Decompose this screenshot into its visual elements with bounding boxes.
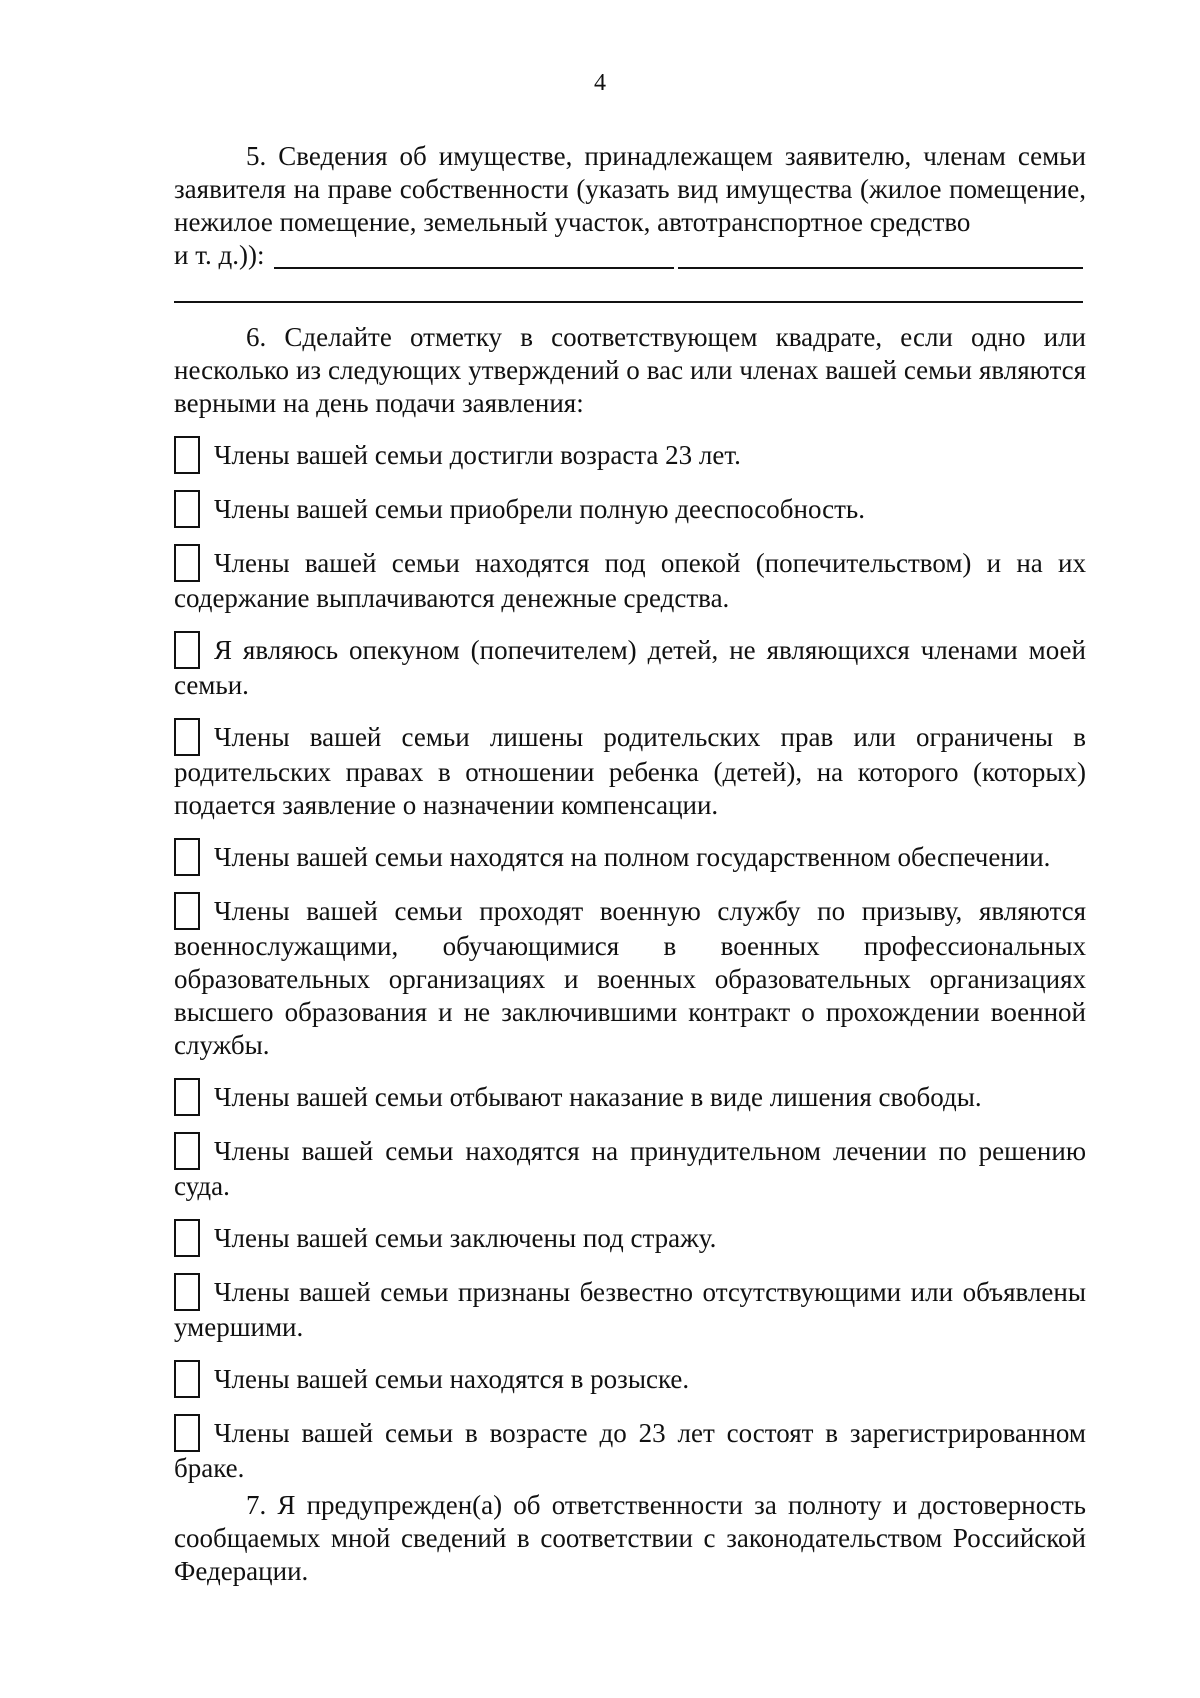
checkbox-label: Члены вашей семьи проходят военную службу по призыву, являются военнослужащими, обучающимися в военных профессиональных образовательных организациях и военных образовательных организациях высшего образования и не заключившими контракт о прохождении военной службы. bbox=[174, 896, 1086, 1060]
checkbox-label: Члены вашей семьи находятся в розыске. bbox=[214, 1364, 690, 1394]
checkbox-label: Члены вашей семьи приобрели полную дееспособность. bbox=[214, 494, 865, 524]
checkbox-item bbox=[174, 836, 1086, 876]
checkbox-square[interactable] bbox=[174, 1360, 200, 1398]
checkbox-item bbox=[174, 716, 1086, 822]
checkbox-square[interactable] bbox=[174, 436, 200, 474]
checkbox-square[interactable] bbox=[174, 1273, 200, 1311]
document-body bbox=[174, 140, 1086, 1588]
checkbox-label: Члены вашей семьи признаны безвестно отсутствующими или объявлены умершими. bbox=[174, 1277, 1086, 1342]
checkbox-square[interactable] bbox=[174, 631, 200, 669]
checkbox-item bbox=[174, 1412, 1086, 1485]
checkbox-label: Члены вашей семьи находятся под опекой (попечительством) и на их содержание выплачиваются денежные средства. bbox=[174, 548, 1086, 613]
checkbox-item bbox=[174, 1130, 1086, 1203]
checkbox-item bbox=[174, 1271, 1086, 1344]
checkbox-label: Члены вашей семьи в возрасте до 23 лет состоят в зарегистрированном браке. bbox=[174, 1418, 1086, 1483]
checkbox-square[interactable] bbox=[174, 1219, 200, 1257]
checkbox-label: Я являюсь опекуном (попечителем) детей, не являющихся членами моей семьи. bbox=[174, 635, 1086, 700]
checkbox-item bbox=[174, 1217, 1086, 1257]
page-number: 4 bbox=[594, 70, 606, 96]
checkbox-label: Члены вашей семьи находятся на принудительном лечении по решению суда. bbox=[174, 1136, 1086, 1201]
checkbox-label: Члены вашей семьи лишены родительских прав или ограничены в родительских правах в отношении ребенка (детей), на которого (которых) подается заявление о назначении компенсации. bbox=[174, 722, 1086, 820]
section-7-text: 7. Я предупрежден(а) об ответственности за полноту и достоверность сообщаемых мной сведений в соответствии с законодательством Российской Федерации. bbox=[174, 1490, 1086, 1586]
property-fill-in[interactable] bbox=[174, 239, 1086, 305]
checkbox-square[interactable] bbox=[174, 718, 200, 756]
checkbox-square[interactable] bbox=[174, 892, 200, 930]
checkbox-item bbox=[174, 488, 1086, 528]
checkbox-item bbox=[174, 1076, 1086, 1116]
section-5-fill-lead: и т. д.)): bbox=[174, 240, 265, 270]
checkbox-item bbox=[174, 629, 1086, 702]
checkbox-square[interactable] bbox=[174, 1078, 200, 1116]
property-blank-line-1[interactable] bbox=[274, 267, 674, 269]
checkbox-list bbox=[174, 434, 1086, 1485]
property-blank-line-3[interactable] bbox=[174, 301, 1083, 303]
checkbox-item bbox=[174, 434, 1086, 474]
checkbox-item bbox=[174, 890, 1086, 1062]
checkbox-label: Члены вашей семьи отбывают наказание в виде лишения свободы. bbox=[214, 1082, 982, 1112]
property-blank-line-2[interactable] bbox=[678, 267, 1083, 269]
checkbox-label: Члены вашей семьи заключены под стражу. bbox=[214, 1223, 717, 1253]
checkbox-square[interactable] bbox=[174, 1414, 200, 1452]
checkbox-square[interactable] bbox=[174, 838, 200, 876]
checkbox-square[interactable] bbox=[174, 1132, 200, 1170]
checkbox-label: Члены вашей семьи находятся на полном государственном обеспечении. bbox=[214, 842, 1051, 872]
checkbox-square[interactable] bbox=[174, 490, 200, 528]
section-6-intro: 6. Сделайте отметку в соответствующем квадрате, если одно или несколько из следующих утверждений о вас или членах вашей семьи являются верными на день подачи заявления: bbox=[174, 322, 1086, 418]
checkbox-item bbox=[174, 1358, 1086, 1398]
checkbox-item bbox=[174, 542, 1086, 615]
checkbox-square[interactable] bbox=[174, 544, 200, 582]
checkbox-label: Члены вашей семьи достигли возраста 23 лет. bbox=[214, 440, 741, 470]
section-5-text: 5. Сведения об имуществе, принадлежащем заявителю, членам семьи заявителя на праве собственности (указать вид имущества (жилое помещение, нежилое помещение, земельный участок, автотранспортное средство bbox=[174, 141, 1086, 237]
